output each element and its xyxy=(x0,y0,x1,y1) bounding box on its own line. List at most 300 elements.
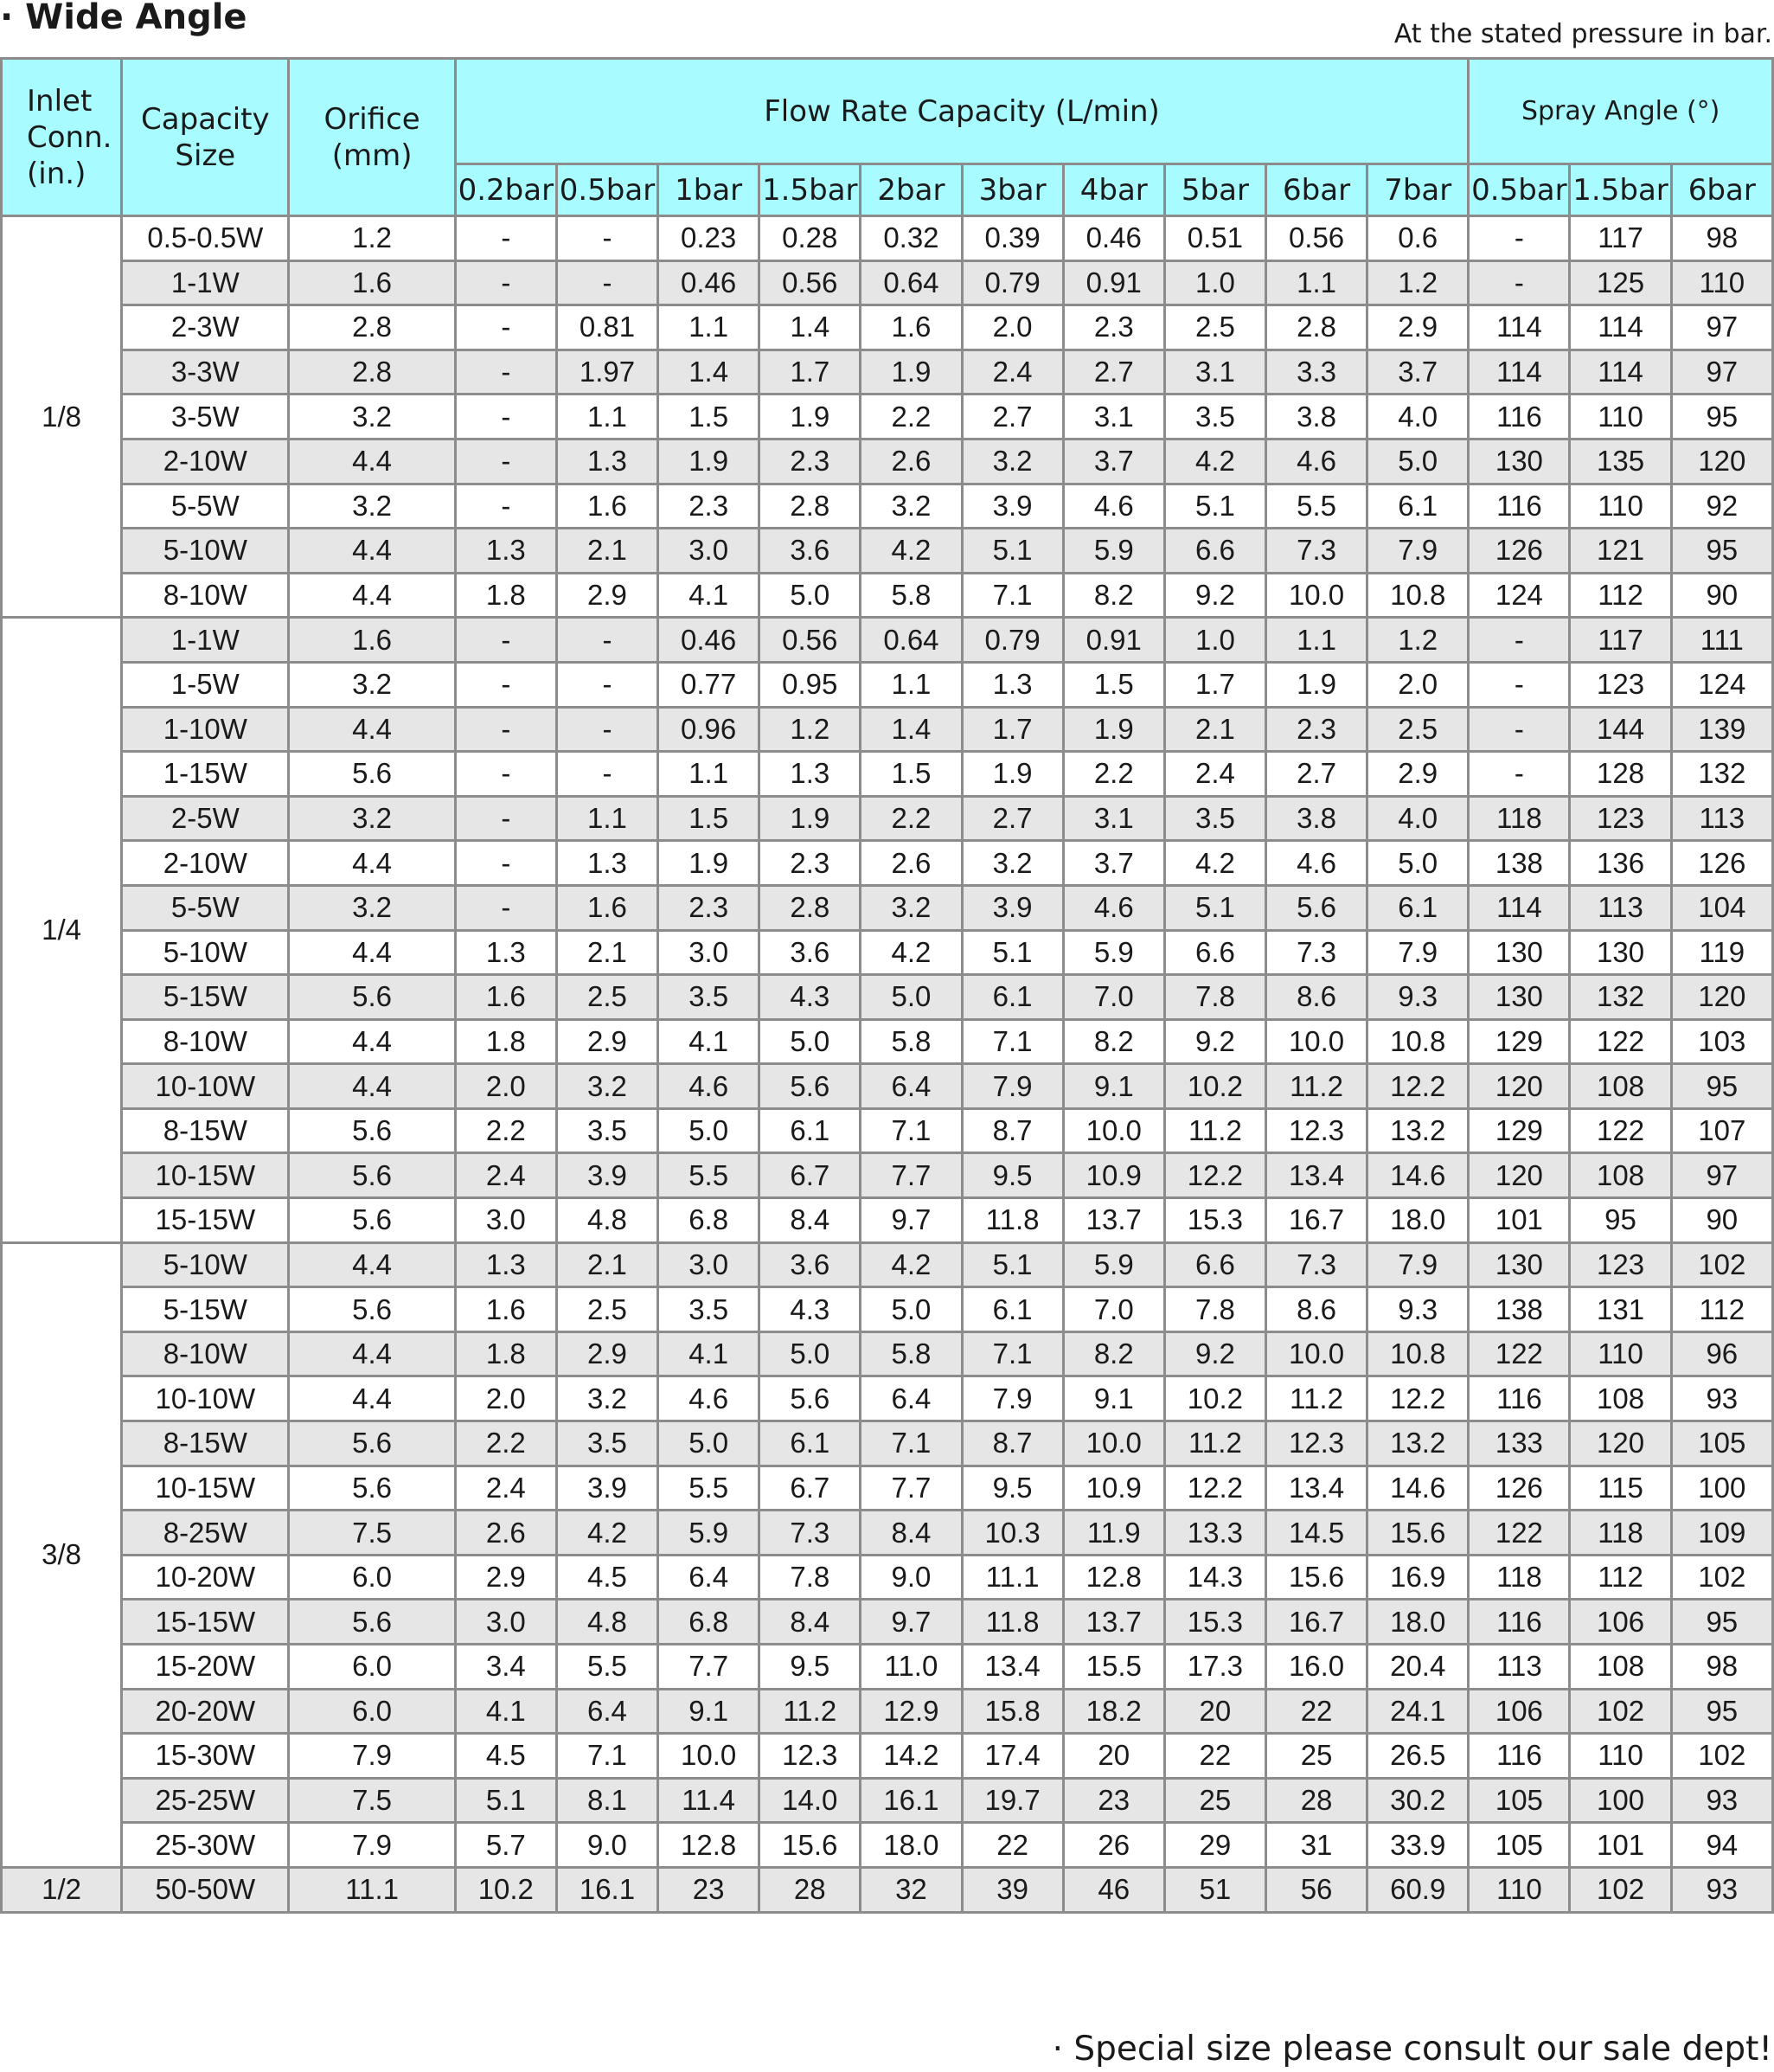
flow-rate-cell: 9.3 xyxy=(1367,975,1469,1020)
orifice-cell: 5.6 xyxy=(289,1198,455,1243)
flow-rate-cell: - xyxy=(455,885,556,930)
flow-rate-cell: 17.4 xyxy=(962,1734,1063,1779)
flow-rate-cell: 11.0 xyxy=(861,1645,962,1690)
spray-angle-cell: 112 xyxy=(1570,1555,1671,1600)
flow-rate-cell: 11.2 xyxy=(1265,1064,1367,1109)
flow-rate-cell: 1.1 xyxy=(1265,618,1367,663)
spray-angle-cell: 116 xyxy=(1469,1734,1570,1779)
flow-rate-cell: 3.0 xyxy=(658,529,759,574)
wide-angle-spec-table xyxy=(0,57,1774,1914)
spray-angle-cell: - xyxy=(1469,618,1570,663)
spray-angle-cell: 130 xyxy=(1469,975,1570,1020)
flow-rate-cell: 5.8 xyxy=(861,1331,962,1376)
flow-rate-cell: 1.4 xyxy=(658,350,759,395)
flow-rate-cell: 10.3 xyxy=(962,1511,1063,1556)
spray-angle-cell: 95 xyxy=(1570,1198,1671,1243)
flow-rate-cell: 2.2 xyxy=(455,1421,556,1466)
flow-rate-cell: 10.2 xyxy=(1164,1064,1265,1109)
flow-rate-cell: 8.2 xyxy=(1063,1331,1164,1376)
flow-rate-cell: 9.1 xyxy=(1063,1376,1164,1421)
flow-rate-cell: 4.5 xyxy=(455,1734,556,1779)
orifice-cell: 3.2 xyxy=(289,662,455,707)
flow-rate-cell: 3.6 xyxy=(759,930,861,975)
flow-rate-cell: 7.8 xyxy=(759,1555,861,1600)
table-row xyxy=(2,260,1773,305)
flow-rate-cell: 7.3 xyxy=(1265,529,1367,574)
flow-rate-cell: 2.5 xyxy=(1367,707,1469,752)
flow-rate-cell: 5.9 xyxy=(1063,1242,1164,1287)
orifice-cell: 4.4 xyxy=(289,439,455,484)
flow-rate-cell: 0.46 xyxy=(658,618,759,663)
flow-rate-cell: 6.6 xyxy=(1164,529,1265,574)
flow-rate-cell: 5.0 xyxy=(861,975,962,1020)
flow-rate-cell: 7.3 xyxy=(759,1511,861,1556)
table-row xyxy=(2,1331,1773,1376)
flow-rate-cell: 2.0 xyxy=(455,1064,556,1109)
capacity-size-cell: 10-20W xyxy=(122,1555,289,1600)
spray-angle-cell: 123 xyxy=(1570,1242,1671,1287)
capacity-size-cell: 25-25W xyxy=(122,1778,289,1823)
spray-angle-cell: 124 xyxy=(1671,662,1772,707)
flow-rate-cell: 13.4 xyxy=(1265,1466,1367,1511)
capacity-size-cell: 15-20W xyxy=(122,1645,289,1690)
header-spray-pressure: 1.5bar xyxy=(1570,164,1671,216)
spray-angle-cell: - xyxy=(1469,260,1570,305)
flow-rate-cell: - xyxy=(455,216,556,261)
flow-rate-cell: - xyxy=(455,439,556,484)
flow-rate-cell: 7.7 xyxy=(861,1153,962,1198)
flow-rate-cell: 13.7 xyxy=(1063,1198,1164,1243)
flow-rate-cell: 3.7 xyxy=(1063,439,1164,484)
table-row xyxy=(2,395,1773,439)
table-row xyxy=(2,841,1773,886)
flow-rate-cell: 3.0 xyxy=(455,1198,556,1243)
flow-rate-cell: 3.9 xyxy=(556,1153,657,1198)
spray-angle-cell: 132 xyxy=(1671,752,1772,797)
flow-rate-cell: 2.0 xyxy=(962,305,1063,350)
flow-rate-cell: 4.6 xyxy=(1063,885,1164,930)
flow-rate-cell: 1.6 xyxy=(556,484,657,529)
flow-rate-cell: 8.1 xyxy=(556,1778,657,1823)
spray-angle-cell: 108 xyxy=(1570,1064,1671,1109)
capacity-size-cell: 2-3W xyxy=(122,305,289,350)
flow-rate-cell: 7.3 xyxy=(1265,930,1367,975)
flow-rate-cell: 11.2 xyxy=(759,1689,861,1734)
flow-rate-cell: 1.3 xyxy=(759,752,861,797)
flow-rate-cell: 9.5 xyxy=(962,1153,1063,1198)
flow-rate-cell: 26.5 xyxy=(1367,1734,1469,1779)
spray-angle-cell: 95 xyxy=(1671,395,1772,439)
spray-angle-cell: 130 xyxy=(1469,930,1570,975)
flow-rate-cell: 10.8 xyxy=(1367,573,1469,618)
flow-rate-cell: 14.3 xyxy=(1164,1555,1265,1600)
spray-angle-cell: 136 xyxy=(1570,841,1671,886)
spray-angle-cell: 130 xyxy=(1469,439,1570,484)
spray-angle-cell: 96 xyxy=(1671,1331,1772,1376)
flow-rate-cell: 1.5 xyxy=(658,796,759,841)
flow-rate-cell: - xyxy=(556,707,657,752)
flow-rate-cell: 0.51 xyxy=(1164,216,1265,261)
flow-rate-cell: 32 xyxy=(861,1867,962,1912)
flow-rate-cell: 0.46 xyxy=(658,260,759,305)
orifice-cell: 2.8 xyxy=(289,350,455,395)
flow-rate-cell: 7.9 xyxy=(1367,1242,1469,1287)
spray-angle-cell: 126 xyxy=(1469,1466,1570,1511)
flow-rate-cell: 4.3 xyxy=(759,975,861,1020)
header-flow-pressure: 6bar xyxy=(1265,164,1367,216)
flow-rate-cell: 2.5 xyxy=(556,1287,657,1332)
flow-rate-cell: 60.9 xyxy=(1367,1867,1469,1912)
capacity-size-cell: 1-1W xyxy=(122,260,289,305)
spray-angle-cell: 105 xyxy=(1469,1778,1570,1823)
flow-rate-cell: 0.23 xyxy=(658,216,759,261)
orifice-cell: 4.4 xyxy=(289,841,455,886)
flow-rate-cell: 4.6 xyxy=(658,1064,759,1109)
flow-rate-cell: 2.6 xyxy=(455,1511,556,1556)
spray-angle-cell: 95 xyxy=(1671,1600,1772,1645)
flow-rate-cell: 2.9 xyxy=(556,1331,657,1376)
flow-rate-cell: 0.64 xyxy=(861,618,962,663)
capacity-size-cell: 5-10W xyxy=(122,930,289,975)
spray-angle-cell: 119 xyxy=(1671,930,1772,975)
flow-rate-cell: 6.4 xyxy=(861,1064,962,1109)
flow-rate-cell: 1.3 xyxy=(455,1242,556,1287)
flow-rate-cell: 18.2 xyxy=(1063,1689,1164,1734)
flow-rate-cell: 3.7 xyxy=(1367,350,1469,395)
spray-angle-cell: 102 xyxy=(1570,1689,1671,1734)
flow-rate-cell: 2.6 xyxy=(861,439,962,484)
spray-angle-cell: 116 xyxy=(1469,1376,1570,1421)
flow-rate-cell: 2.3 xyxy=(1265,707,1367,752)
orifice-cell: 7.5 xyxy=(289,1778,455,1823)
spray-angle-cell: 95 xyxy=(1671,529,1772,574)
flow-rate-cell: - xyxy=(556,752,657,797)
flow-rate-cell: 1.1 xyxy=(658,752,759,797)
flow-rate-cell: 11.9 xyxy=(1063,1511,1164,1556)
spray-angle-cell: 122 xyxy=(1469,1511,1570,1556)
flow-rate-cell: 5.6 xyxy=(1265,885,1367,930)
flow-rate-cell: - xyxy=(455,796,556,841)
spray-angle-cell: 110 xyxy=(1671,260,1772,305)
flow-rate-cell: 2.7 xyxy=(962,395,1063,439)
spray-angle-cell: 110 xyxy=(1570,395,1671,439)
spray-angle-cell: 123 xyxy=(1570,662,1671,707)
flow-rate-cell: 2.8 xyxy=(759,484,861,529)
flow-rate-cell: 16.9 xyxy=(1367,1555,1469,1600)
flow-rate-cell: 8.4 xyxy=(861,1511,962,1556)
orifice-cell: 4.4 xyxy=(289,1019,455,1064)
flow-rate-cell: 1.3 xyxy=(455,529,556,574)
flow-rate-cell: 16.1 xyxy=(861,1778,962,1823)
header-flow-pressure: 2bar xyxy=(861,164,962,216)
spray-angle-cell: 139 xyxy=(1671,707,1772,752)
orifice-cell: 5.6 xyxy=(289,1421,455,1466)
capacity-size-cell: 1-1W xyxy=(122,618,289,663)
flow-rate-cell: 1.8 xyxy=(455,1331,556,1376)
flow-rate-cell: 14.0 xyxy=(759,1778,861,1823)
flow-rate-cell: 10.0 xyxy=(658,1734,759,1779)
inlet-connection-cell: 1/8 xyxy=(2,216,122,618)
flow-rate-cell: 1.1 xyxy=(658,305,759,350)
flow-rate-cell: 18.0 xyxy=(861,1823,962,1868)
flow-rate-cell: 3.2 xyxy=(556,1064,657,1109)
spray-angle-cell: 144 xyxy=(1570,707,1671,752)
header-flow-pressure: 3bar xyxy=(962,164,1063,216)
flow-rate-cell: 11.4 xyxy=(658,1778,759,1823)
table-row xyxy=(2,1421,1773,1466)
flow-rate-cell: 11.8 xyxy=(962,1198,1063,1243)
spray-angle-cell: 98 xyxy=(1671,1645,1772,1690)
flow-rate-cell: - xyxy=(455,841,556,886)
table-body xyxy=(2,216,1773,1913)
flow-rate-cell: 10.2 xyxy=(1164,1376,1265,1421)
flow-rate-cell: 9.7 xyxy=(861,1198,962,1243)
orifice-cell: 4.4 xyxy=(289,529,455,574)
table-row xyxy=(2,752,1773,797)
flow-rate-cell: 9.7 xyxy=(861,1600,962,1645)
flow-rate-cell: 3.1 xyxy=(1063,796,1164,841)
flow-rate-cell: 9.1 xyxy=(658,1689,759,1734)
spray-angle-cell: 114 xyxy=(1469,885,1570,930)
flow-rate-cell: 6.4 xyxy=(556,1689,657,1734)
flow-rate-cell: 13.2 xyxy=(1367,1108,1469,1153)
spray-angle-cell: 97 xyxy=(1671,350,1772,395)
capacity-size-cell: 15-30W xyxy=(122,1734,289,1779)
flow-rate-cell: 6.1 xyxy=(1367,484,1469,529)
flow-rate-cell: 5.6 xyxy=(759,1376,861,1421)
flow-rate-cell: 25 xyxy=(1265,1734,1367,1779)
flow-rate-cell: 3.5 xyxy=(556,1108,657,1153)
capacity-size-cell: 5-5W xyxy=(122,885,289,930)
flow-rate-cell: 3.2 xyxy=(861,885,962,930)
flow-rate-cell: 2.4 xyxy=(962,350,1063,395)
orifice-cell: 4.4 xyxy=(289,930,455,975)
table-row xyxy=(2,1555,1773,1600)
spray-angle-cell: 114 xyxy=(1469,305,1570,350)
flow-rate-cell: 3.0 xyxy=(658,930,759,975)
flow-rate-cell: 0.39 xyxy=(962,216,1063,261)
flow-rate-cell: 10.9 xyxy=(1063,1153,1164,1198)
spray-angle-cell: 104 xyxy=(1671,885,1772,930)
flow-rate-cell: 2.1 xyxy=(1164,707,1265,752)
flow-rate-cell: 2.3 xyxy=(759,841,861,886)
flow-rate-cell: 1.4 xyxy=(861,707,962,752)
flow-rate-cell: 39 xyxy=(962,1867,1063,1912)
spray-angle-cell: 108 xyxy=(1570,1376,1671,1421)
capacity-size-cell: 15-15W xyxy=(122,1198,289,1243)
spray-angle-cell: 92 xyxy=(1671,484,1772,529)
flow-rate-cell: 7.3 xyxy=(1265,1242,1367,1287)
orifice-cell: 4.4 xyxy=(289,1331,455,1376)
spray-angle-cell: 102 xyxy=(1671,1242,1772,1287)
flow-rate-cell: 1.1 xyxy=(556,395,657,439)
flow-rate-cell: 16.7 xyxy=(1265,1198,1367,1243)
spray-angle-cell: 116 xyxy=(1469,395,1570,439)
capacity-size-cell: 8-10W xyxy=(122,1019,289,1064)
flow-rate-cell: 3.5 xyxy=(658,1287,759,1332)
orifice-cell: 3.2 xyxy=(289,395,455,439)
orifice-cell: 2.8 xyxy=(289,305,455,350)
flow-rate-cell: 4.8 xyxy=(556,1600,657,1645)
header-orifice: Orifice (mm) xyxy=(289,59,455,216)
capacity-size-cell: 20-20W xyxy=(122,1689,289,1734)
flow-rate-cell: 12.8 xyxy=(1063,1555,1164,1600)
flow-rate-cell: 1.9 xyxy=(861,350,962,395)
table-row xyxy=(2,1153,1773,1198)
flow-rate-cell: 3.1 xyxy=(1164,350,1265,395)
capacity-size-cell: 15-15W xyxy=(122,1600,289,1645)
flow-rate-cell: 5.9 xyxy=(658,1511,759,1556)
orifice-cell: 4.4 xyxy=(289,1376,455,1421)
capacity-size-cell: 1-15W xyxy=(122,752,289,797)
spray-angle-cell: 135 xyxy=(1570,439,1671,484)
spray-angle-cell: 122 xyxy=(1570,1108,1671,1153)
flow-rate-cell: 5.6 xyxy=(759,1064,861,1109)
flow-rate-cell: 15.8 xyxy=(962,1689,1063,1734)
flow-rate-cell: 0.91 xyxy=(1063,618,1164,663)
flow-rate-cell: 1.2 xyxy=(1367,618,1469,663)
orifice-cell: 5.6 xyxy=(289,1153,455,1198)
flow-rate-cell: 4.1 xyxy=(658,573,759,618)
capacity-size-cell: 10-15W xyxy=(122,1466,289,1511)
flow-rate-cell: 15.6 xyxy=(759,1823,861,1868)
flow-rate-cell: - xyxy=(455,350,556,395)
flow-rate-cell: 8.6 xyxy=(1265,1287,1367,1332)
flow-rate-cell: 3.2 xyxy=(861,484,962,529)
flow-rate-cell: 12.3 xyxy=(1265,1421,1367,1466)
flow-rate-cell: 1.0 xyxy=(1164,260,1265,305)
spray-angle-cell: 138 xyxy=(1469,841,1570,886)
spray-angle-cell: 113 xyxy=(1671,796,1772,841)
capacity-size-cell: 5-15W xyxy=(122,1287,289,1332)
flow-rate-cell: 2.3 xyxy=(658,885,759,930)
flow-rate-cell: 10.8 xyxy=(1367,1331,1469,1376)
spray-angle-cell: 101 xyxy=(1469,1198,1570,1243)
spray-angle-cell: 110 xyxy=(1570,484,1671,529)
flow-rate-cell: 26 xyxy=(1063,1823,1164,1868)
flow-rate-cell: 15.3 xyxy=(1164,1600,1265,1645)
flow-rate-cell: 12.2 xyxy=(1367,1376,1469,1421)
spray-angle-cell: 110 xyxy=(1570,1734,1671,1779)
table-row xyxy=(2,1242,1773,1287)
spray-angle-cell: 133 xyxy=(1469,1421,1570,1466)
flow-rate-cell: 15.6 xyxy=(1367,1511,1469,1556)
spray-angle-cell: 115 xyxy=(1570,1466,1671,1511)
flow-rate-cell: 0.96 xyxy=(658,707,759,752)
spray-angle-cell: 114 xyxy=(1570,305,1671,350)
orifice-cell: 6.0 xyxy=(289,1555,455,1600)
flow-rate-cell: 12.2 xyxy=(1164,1466,1265,1511)
flow-rate-cell: 3.5 xyxy=(1164,796,1265,841)
orifice-cell: 11.1 xyxy=(289,1867,455,1912)
flow-rate-cell: 20 xyxy=(1164,1689,1265,1734)
flow-rate-cell: 28 xyxy=(1265,1778,1367,1823)
flow-rate-cell: 12.3 xyxy=(1265,1108,1367,1153)
header-flow-pressure: 0.5bar xyxy=(556,164,657,216)
inlet-connection-cell: 1/4 xyxy=(2,618,122,1242)
spray-angle-cell: 118 xyxy=(1469,796,1570,841)
flow-rate-cell: 2.7 xyxy=(962,796,1063,841)
flow-rate-cell: 1.6 xyxy=(455,1287,556,1332)
flow-rate-cell: 8.4 xyxy=(759,1600,861,1645)
flow-rate-cell: 56 xyxy=(1265,1867,1367,1912)
table-row xyxy=(2,1064,1773,1109)
flow-rate-cell: 10.0 xyxy=(1265,1019,1367,1064)
flow-rate-cell: 2.9 xyxy=(556,1019,657,1064)
flow-rate-cell: 13.7 xyxy=(1063,1600,1164,1645)
flow-rate-cell: 4.8 xyxy=(556,1198,657,1243)
flow-rate-cell: 10.0 xyxy=(1265,1331,1367,1376)
flow-rate-cell: 4.6 xyxy=(1265,439,1367,484)
flow-rate-cell: 2.8 xyxy=(759,885,861,930)
flow-rate-cell: 9.5 xyxy=(759,1645,861,1690)
flow-rate-cell: 11.2 xyxy=(1265,1376,1367,1421)
spray-angle-cell: 94 xyxy=(1671,1823,1772,1868)
spray-angle-cell: 112 xyxy=(1570,573,1671,618)
flow-rate-cell: 2.9 xyxy=(1367,305,1469,350)
spray-angle-cell: 118 xyxy=(1469,1555,1570,1600)
flow-rate-cell: 9.0 xyxy=(556,1823,657,1868)
table-row xyxy=(2,930,1773,975)
flow-rate-cell: 0.56 xyxy=(759,618,861,663)
flow-rate-cell: 4.2 xyxy=(861,529,962,574)
flow-rate-cell: 51 xyxy=(1164,1867,1265,1912)
flow-rate-cell: 0.79 xyxy=(962,260,1063,305)
flow-rate-cell: 22 xyxy=(1265,1689,1367,1734)
flow-rate-cell: 7.9 xyxy=(962,1064,1063,1109)
orifice-cell: 7.9 xyxy=(289,1734,455,1779)
flow-rate-cell: 1.8 xyxy=(455,1019,556,1064)
flow-rate-cell: 1.7 xyxy=(759,350,861,395)
flow-rate-cell: 4.3 xyxy=(759,1287,861,1332)
flow-rate-cell: 0.81 xyxy=(556,305,657,350)
flow-rate-cell: 1.7 xyxy=(962,707,1063,752)
spray-angle-cell: 112 xyxy=(1671,1287,1772,1332)
table-row xyxy=(2,305,1773,350)
table-row xyxy=(2,573,1773,618)
orifice-cell: 5.6 xyxy=(289,752,455,797)
orifice-cell: 5.6 xyxy=(289,975,455,1020)
spray-angle-cell: 126 xyxy=(1671,841,1772,886)
flow-rate-cell: - xyxy=(455,662,556,707)
orifice-cell: 5.6 xyxy=(289,1287,455,1332)
table-row xyxy=(2,484,1773,529)
flow-rate-cell: 2.5 xyxy=(556,975,657,1020)
flow-rate-cell: 20.4 xyxy=(1367,1645,1469,1690)
flow-rate-cell: 8.2 xyxy=(1063,1019,1164,1064)
flow-rate-cell: 2.4 xyxy=(1164,752,1265,797)
flow-rate-cell: 5.1 xyxy=(962,930,1063,975)
flow-rate-cell: 1.4 xyxy=(759,305,861,350)
flow-rate-cell: 0.6 xyxy=(1367,216,1469,261)
flow-rate-cell: 9.0 xyxy=(861,1555,962,1600)
capacity-size-cell: 5-10W xyxy=(122,529,289,574)
table-row xyxy=(2,350,1773,395)
table-row xyxy=(2,1466,1773,1511)
flow-rate-cell: 2.4 xyxy=(455,1466,556,1511)
table-row xyxy=(2,796,1773,841)
flow-rate-cell: 5.0 xyxy=(759,573,861,618)
flow-rate-cell: 2.9 xyxy=(455,1555,556,1600)
spray-angle-cell: 131 xyxy=(1570,1287,1671,1332)
flow-rate-cell: 4.2 xyxy=(1164,439,1265,484)
spray-angle-cell: 129 xyxy=(1469,1108,1570,1153)
orifice-cell: 4.4 xyxy=(289,707,455,752)
flow-rate-cell: 8.7 xyxy=(962,1421,1063,1466)
orifice-cell: 1.6 xyxy=(289,618,455,663)
flow-rate-cell: - xyxy=(455,305,556,350)
table-row xyxy=(2,662,1773,707)
